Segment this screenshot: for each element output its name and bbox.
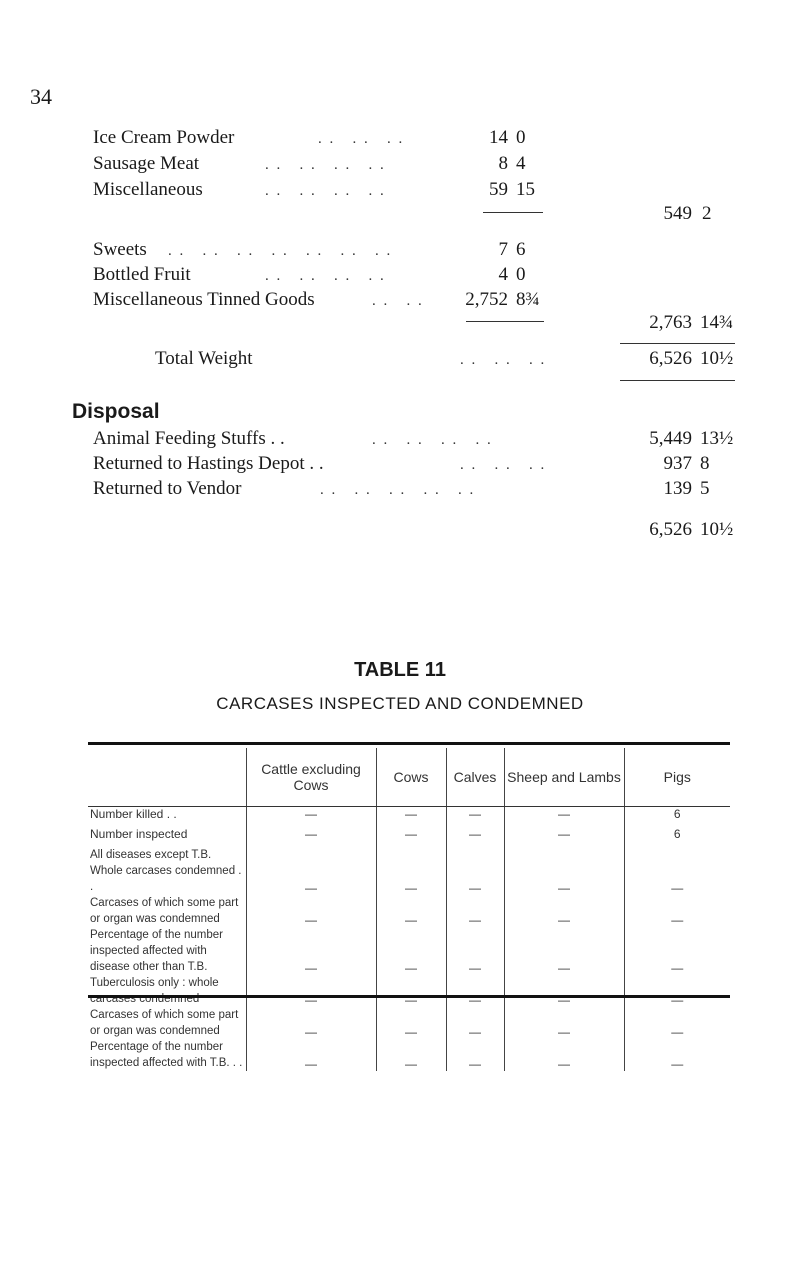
cell: — xyxy=(446,807,504,827)
item-value-b: 6 xyxy=(516,239,526,260)
table-title: TABLE 11 xyxy=(354,659,446,681)
cell: — xyxy=(376,827,446,847)
row-label: Number killed . . xyxy=(90,807,177,821)
subtotal-rule xyxy=(466,321,544,322)
row-label: Percentage of the number inspected affected with disease other than T.B. xyxy=(90,928,223,973)
cell: — xyxy=(376,927,446,975)
cell: — xyxy=(246,927,376,975)
cell: — xyxy=(504,927,624,975)
cell: — xyxy=(504,847,624,895)
page-number: 34 xyxy=(30,84,52,109)
col-header: Cows xyxy=(376,748,446,807)
total-weight-label: Total Weight xyxy=(155,348,253,369)
cell: — xyxy=(376,847,446,895)
col-header: Calves xyxy=(446,748,504,807)
row-label: All diseases except T.B. Whole carcases condemned . . xyxy=(90,848,242,893)
group1-total-a: 549 xyxy=(663,203,692,224)
cell: — xyxy=(446,975,504,1007)
cell: — xyxy=(246,827,376,847)
subtotal-rule xyxy=(483,212,543,213)
item-value-b: 0 xyxy=(516,264,526,285)
col-header: Sheep and Lambs xyxy=(504,748,624,807)
item-label: Ice Cream Powder xyxy=(93,127,235,148)
total-weight-b: 10½ xyxy=(700,348,734,369)
item-label: Miscellaneous xyxy=(93,179,203,200)
leader-dots: . . . . . . . . xyxy=(265,157,386,173)
disposal-heading: Disposal xyxy=(72,400,160,423)
disposal-value-b: 5 xyxy=(700,478,710,499)
table-top-rule xyxy=(88,742,730,745)
group2-total-b: 14¾ xyxy=(700,312,734,333)
cell: — xyxy=(246,1007,376,1039)
table-row xyxy=(88,847,730,895)
cell: — xyxy=(504,895,624,927)
leader-dots: . . . . . . . . xyxy=(372,432,493,448)
leader-dots: . . . . . . . . . . . . . . xyxy=(168,243,393,259)
table-row xyxy=(88,1007,730,1039)
disposal-value-b: 8 xyxy=(700,453,710,474)
row-label: Carcases of which some part or organ was condemned xyxy=(90,896,239,925)
cell: — xyxy=(446,1039,504,1071)
cell: — xyxy=(446,847,504,895)
header-blank xyxy=(88,748,246,807)
leader-dots: . . . . . . xyxy=(318,131,405,147)
cell: — xyxy=(446,1007,504,1039)
item-value-a: 2,752 xyxy=(465,289,508,310)
cell: — xyxy=(376,1007,446,1039)
leader-dots: . . . . . . xyxy=(460,457,547,473)
disposal-label: Returned to Hastings Depot . . xyxy=(93,453,324,474)
item-value-b: 15 xyxy=(516,179,535,200)
cell: — xyxy=(246,847,376,895)
cell: — xyxy=(246,1039,376,1071)
cell: 6 xyxy=(624,827,730,847)
item-label: Sausage Meat xyxy=(93,153,200,174)
row-label: Tuberculosis only : whole carcases condemned xyxy=(90,976,219,1005)
disposal-value-a: 937 xyxy=(663,453,692,474)
disposal-label: Returned to Vendor xyxy=(93,478,242,499)
item-value-b: 8¾ xyxy=(516,289,540,310)
col-header: Pigs xyxy=(624,748,730,807)
cell: — xyxy=(446,895,504,927)
cell: — xyxy=(376,895,446,927)
table-row xyxy=(88,807,730,827)
cell: — xyxy=(376,1039,446,1071)
cell: — xyxy=(246,895,376,927)
cell: — xyxy=(504,1039,624,1071)
table-row xyxy=(88,1039,730,1071)
group1-total-b: 2 xyxy=(702,203,712,224)
leader-dots: . . . . . . . . xyxy=(265,268,386,284)
item-label: Sweets xyxy=(93,239,147,260)
disposal-value-b: 13½ xyxy=(700,428,734,449)
leader-dots: . . . . . . . . . . xyxy=(320,482,476,498)
leader-dots: . . . . . . xyxy=(460,352,547,368)
item-value-b: 0 xyxy=(516,127,526,148)
cell: — xyxy=(624,975,730,1007)
table-row xyxy=(88,827,730,847)
cell: — xyxy=(446,927,504,975)
cell: — xyxy=(376,975,446,1007)
cell: — xyxy=(624,1039,730,1071)
total-rule xyxy=(620,380,735,381)
cell: — xyxy=(624,927,730,975)
item-value-a: 8 xyxy=(498,153,508,174)
cell: — xyxy=(446,827,504,847)
table-row xyxy=(88,895,730,927)
item-value-b: 4 xyxy=(516,153,526,174)
item-label: Bottled Fruit xyxy=(93,264,191,285)
disposal-total-a: 6,526 xyxy=(649,519,692,540)
cell: — xyxy=(504,1007,624,1039)
cell: — xyxy=(504,827,624,847)
group2-total-a: 2,763 xyxy=(649,312,692,333)
table-header-row xyxy=(88,748,730,807)
carcases-table xyxy=(88,748,730,1071)
disposal-label: Animal Feeding Stuffs . . xyxy=(93,428,285,449)
cell: — xyxy=(624,895,730,927)
col-header: Cattle excluding Cows xyxy=(246,748,376,807)
row-label: Percentage of the number inspected affected with T.B. . . xyxy=(90,1040,243,1069)
item-label: Miscellaneous Tinned Goods xyxy=(93,289,315,310)
item-value-a: 4 xyxy=(498,264,508,285)
cell: — xyxy=(504,807,624,827)
total-rule xyxy=(620,343,735,344)
cell: — xyxy=(624,847,730,895)
cell: — xyxy=(624,1007,730,1039)
item-value-a: 7 xyxy=(498,239,508,260)
leader-dots: . . . . . . . . xyxy=(265,183,386,199)
item-value-a: 14 xyxy=(489,127,508,148)
cell: — xyxy=(246,807,376,827)
cell: — xyxy=(504,975,624,1007)
cell: — xyxy=(376,807,446,827)
row-label: Number inspected xyxy=(90,826,188,841)
cell: — xyxy=(246,975,376,1007)
leader-dots: . . . . xyxy=(372,293,424,309)
item-value-a: 59 xyxy=(489,179,508,200)
table-bottom-rule xyxy=(88,995,730,998)
table-row xyxy=(88,975,730,1007)
disposal-value-a: 5,449 xyxy=(649,428,692,449)
disposal-value-a: 139 xyxy=(663,478,692,499)
table-row xyxy=(88,927,730,975)
disposal-total-b: 10½ xyxy=(700,519,734,540)
row-label: Carcases of which some part or organ was condemned xyxy=(90,1008,239,1037)
total-weight-a: 6,526 xyxy=(649,348,692,369)
cell: 6 xyxy=(624,807,730,827)
table-subtitle: CARCASES INSPECTED AND CONDEMNED xyxy=(216,694,584,713)
